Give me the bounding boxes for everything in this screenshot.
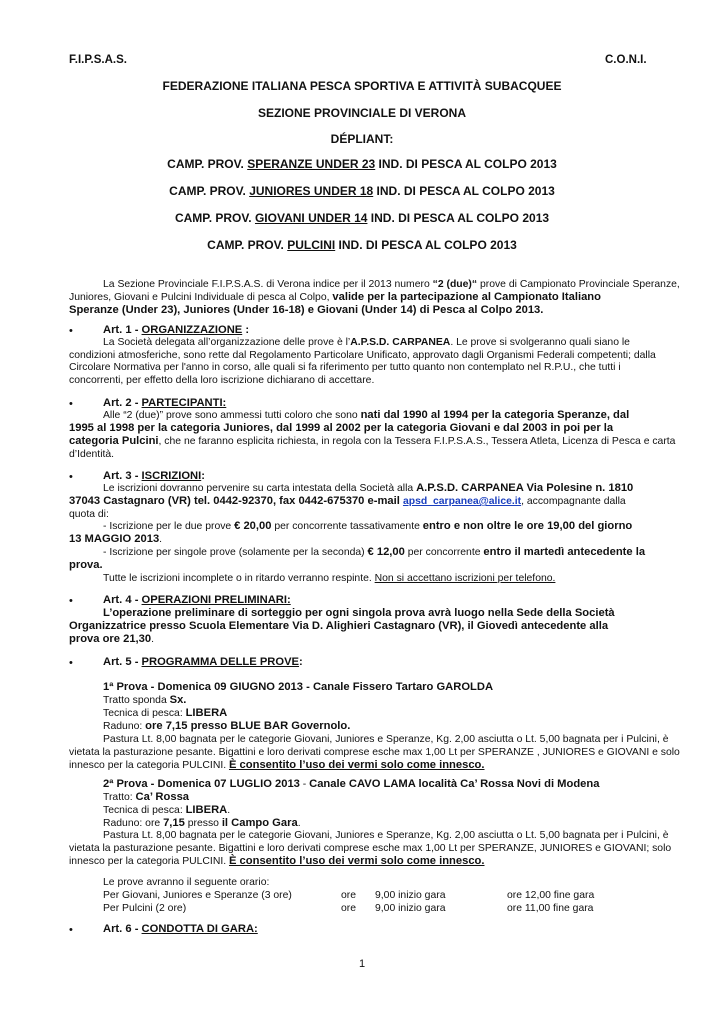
art2-heading: Art. 2 - PARTECIPANTI: <box>103 397 227 409</box>
art3-line-7: prova. <box>69 559 103 571</box>
prova1-raduno: Raduno: ore 7,15 presso BLUE BAR Governolo. <box>103 720 351 732</box>
champ-speranze: CAMP. PROV. SPERANZE UNDER 23 IND. DI PESCA AL COLPO 2013 <box>167 157 557 171</box>
art4-line-1: L’operazione preliminare di sorteggio per ogni singola prova avrà luogo nella Sede della Società <box>103 607 615 619</box>
schedule-intro: Le prove avranno il seguente orario: <box>103 877 270 888</box>
art5-heading: Art. 5 - PROGRAMMA DELLE PROVE: <box>103 656 303 668</box>
bullet-icon: • <box>69 398 73 410</box>
depliant-title: DÉPLIANT: <box>330 132 394 146</box>
prova2-tratto: Tratto: Ca’ Rossa <box>103 791 190 803</box>
schedule-row-end: ore 12,00 fine gara <box>507 890 595 901</box>
art1-line-3: Circolare Normativa per l'anno in corso, alle quali si fa riferimento per tutto quanto non contemplato nel R.P.U., che tutti i <box>69 362 621 373</box>
art1-line-2: condizioni atmosferiche, sono rette dal Regolamento Particolare Unificato, approvato dagli Organismi Federali competenti; dalla <box>69 350 656 361</box>
prova2-line-3: innesco per la categoria PULCINI. È consentito l’uso dei vermi solo come innesco. <box>69 855 485 867</box>
federation-title: FEDERAZIONE ITALIANA PESCA SPORTIVA E ATTIVITÀ SUBACQUEE <box>162 79 562 93</box>
art3-line-3: quota di: <box>69 509 109 520</box>
prova1-line-3: innesco per la categoria PULCINI. È consentito l’uso dei vermi solo come innesco. <box>69 759 485 771</box>
art3-line-8: Tutte le iscrizioni incomplete o in ritardo verranno respinte. Non si accettano iscrizioni per telefono. <box>103 573 556 584</box>
art1-line-4: concorrenti, per effetto della loro iscrizione dichiarano di accettare. <box>69 375 375 386</box>
art1-heading: Art. 1 - ORGANIZZAZIONE : <box>103 324 250 336</box>
prova1-title: 1ª Prova - Domenica 09 GIUGNO 2013 - Canale Fissero Tartaro GAROLDA <box>103 681 494 693</box>
prova2-raduno: Raduno: ore 7,15 presso il Campo Gara. <box>103 817 301 829</box>
champ-pulcini: CAMP. PROV. PULCINI IND. DI PESCA AL COLPO 2013 <box>207 238 517 252</box>
schedule-row-start: 9,00 inizio gara <box>375 903 446 914</box>
bullet-icon: • <box>69 657 73 669</box>
schedule-row-start: 9,00 inizio gara <box>375 890 446 901</box>
intro-line-1: La Sezione Provinciale F.I.P.S.A.S. di Verona indice per il 2013 numero “2 (due)“ prove di Campionato Provinciale Speranze, <box>103 279 680 290</box>
art2-line-2: 1995 al 1998 per la categoria Juniores, dal 1999 al 2002 per la categoria Giovani e dal 2003 in poi per la <box>69 422 614 434</box>
art4-heading: Art. 4 - OPERAZIONI PRELIMINARI: <box>103 594 291 606</box>
art2-line-4: d’Identità. <box>69 449 115 460</box>
art3-line-6: - Iscrizione per singole prove (solamente per la seconda) € 12,00 per concorrente entro il martedì antecedente la <box>103 546 646 558</box>
prova1-tratto: Tratto sponda Sx. <box>103 694 187 706</box>
schedule-row-cat: Per Giovani, Juniores e Speranze (3 ore) <box>103 890 292 901</box>
art3-line-2: 37043 Castagnaro (VR) tel. 0442-92370, fax 0442-675370 e-mail apsd_carpanea@alice.it, accompagnante dalla <box>69 495 626 507</box>
schedule-row-end: ore 11,00 fine gara <box>507 903 594 914</box>
bullet-icon: • <box>69 595 73 607</box>
prova1-line-1: Pastura Lt. 8,00 bagnata per le categorie Giovani, Juniores e Speranze, Kg. 2,00 asciutta o Lt. 5,00 bagnata per i Pulcini, è <box>103 734 669 745</box>
header-right: C.O.N.I. <box>605 54 647 66</box>
bullet-icon: • <box>69 924 73 936</box>
champ-giovani: CAMP. PROV. GIOVANI UNDER 14 IND. DI PESCA AL COLPO 2013 <box>174 211 550 225</box>
bullet-icon: • <box>69 471 73 483</box>
page-number: 1 <box>359 958 366 970</box>
prova1-tecnica: Tecnica di pesca: LIBERA <box>103 707 228 719</box>
prova1-line-2: vietata la pasturazione pesante. Bigattini e loro derivati comprese esche max 1,00 Lt per SPERANZE , JUNIORES e GIOVANI e solo <box>69 747 680 758</box>
intro-line-2: Juniores, Giovani e Pulcini Individuale di pesca al Colpo, valide per la partecipazione al Campionato Italiano <box>69 291 601 303</box>
art2-line-3: categoria Pulcini, che ne faranno esplicita richiesta, in regola con la Tessera F.I.P.S.A.S., Tessera Atleta, Licenza di Pesca e carta <box>69 435 676 447</box>
prova2-line-2: vietata la pasturazione pesante. Bigattini e loro derivati comprese esche max 1,00 Lt per SPERANZE, JUNIORES e GIOVANI; solo <box>69 843 672 854</box>
schedule-row-ore: ore <box>341 890 357 901</box>
art2-line-1: Alle “2 (due)” prove sono ammessi tutti coloro che sono nati dal 1990 al 1994 per la categoria Speranze, dal <box>103 409 630 421</box>
email-link[interactable]: apsd_carpanea@alice.it <box>402 496 522 507</box>
art4-line-3: prova ore 21,30. <box>69 633 154 645</box>
prova2-title: 2ª Prova - Domenica 07 LUGLIO 2013 - Canale CAVO LAMA località Ca’ Rossa Novi di Modena <box>103 778 600 790</box>
prova2-line-1: Pastura Lt. 8,00 bagnata per le categorie Giovani, Juniores e Speranze, Kg. 2,00 asciutta o Lt. 5,00 bagnata per i Pulcini, è <box>103 830 669 841</box>
prova2-tecnica: Tecnica di pesca: LIBERA. <box>103 804 231 816</box>
bullet-icon: • <box>69 325 73 337</box>
art4-line-2: Organizzatrice presso Scuola Elementare Via D. Alighieri Castagnaro (VR), il Giovedì antecedente alla <box>69 620 609 632</box>
intro-line-3: Speranze (Under 23), Juniores (Under 16-18) e Giovani (Under 14) di Pesca al Colpo 2013. <box>69 304 544 316</box>
schedule-row-cat: Per Pulcini (2 ore) <box>103 903 187 914</box>
section-title: SEZIONE PROVINCIALE DI VERONA <box>257 106 467 120</box>
art1-line-1: La Società delegata all’organizzazione delle prove è l’A.P.S.D. CARPANEA. Le prove si svolgeranno quali siano le <box>103 337 630 348</box>
art3-line-1: Le iscrizioni dovranno pervenire su carta intestata della Società alla A.P.S.D. CARPANEA Via Polesine n. 1810 <box>103 482 634 494</box>
header-left: F.I.P.S.A.S. <box>69 54 127 66</box>
champ-juniores: CAMP. PROV. JUNIORES UNDER 18 IND. DI PESCA AL COLPO 2013 <box>169 184 555 198</box>
art3-heading: Art. 3 - ISCRIZIONI: <box>103 470 205 482</box>
art3-line-5: 13 MAGGIO 2013. <box>69 533 163 545</box>
schedule-row-ore: ore <box>341 903 357 914</box>
art3-line-4: - Iscrizione per le due prove € 20,00 per concorrente tassativamente entro e non oltre le ore 19,00 del giorno <box>103 520 633 532</box>
art6-heading: Art. 6 - CONDOTTA DI GARA: <box>103 923 258 935</box>
